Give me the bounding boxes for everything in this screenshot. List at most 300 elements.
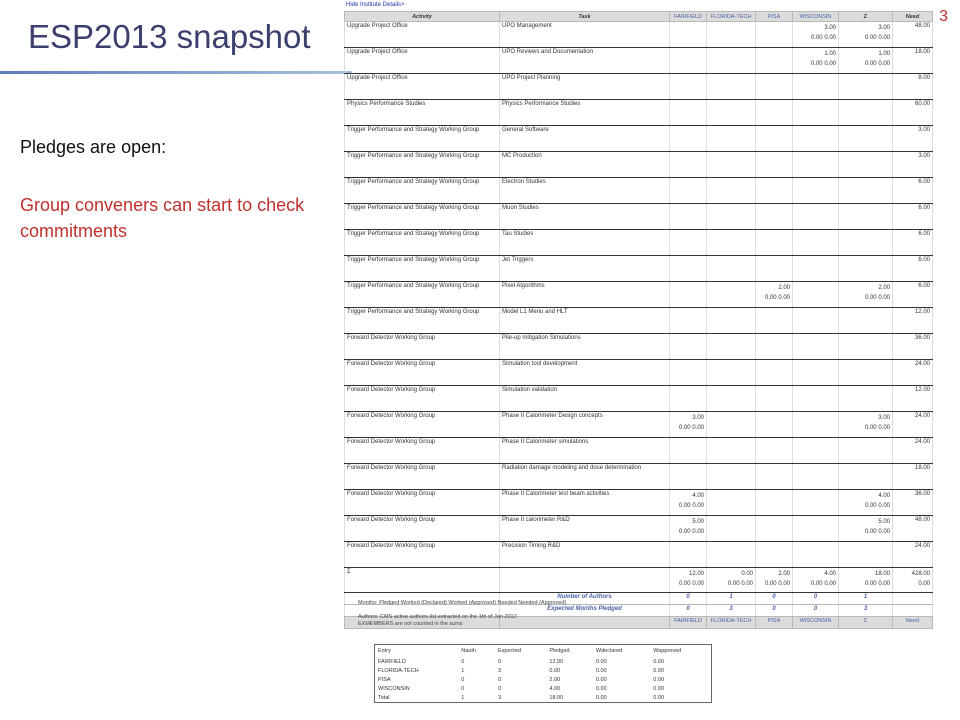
value-cell	[707, 308, 756, 334]
pledges-text: Pledges are open:	[20, 137, 167, 157]
task-cell: Precision Timing R&D	[500, 542, 670, 568]
value-cell	[707, 178, 756, 204]
value-cell	[793, 516, 839, 542]
value-cell	[756, 126, 793, 152]
column-header: Activity	[345, 12, 500, 22]
cell-value: 428.00	[911, 571, 930, 577]
value-cell	[793, 542, 839, 568]
value-cell	[670, 308, 707, 334]
value-cell	[839, 178, 893, 204]
summary-row	[375, 666, 712, 675]
value-cell	[839, 48, 893, 74]
summary-cell: 0.00	[653, 658, 665, 665]
summary-cell: 1	[461, 694, 465, 701]
footer-header: FLORIDA-TECH	[707, 617, 756, 629]
value-cell	[793, 126, 839, 152]
summary-cell: 4.00	[549, 685, 561, 692]
value-cell	[670, 230, 707, 256]
value-cell	[839, 516, 893, 542]
value-cell	[839, 308, 893, 334]
cell-subvalues: 0.00 0.00	[810, 35, 836, 41]
activity-cell: Trigger Performance and Strategy Working Group	[345, 256, 500, 282]
cell-value: 3.00	[824, 25, 836, 31]
task-cell: Model L1 Menu and HLT	[500, 308, 670, 334]
value-cell	[670, 74, 707, 100]
summary-cell: 3	[498, 694, 502, 701]
value-cell	[839, 360, 893, 386]
value-cell	[670, 204, 707, 230]
value-cell	[839, 386, 893, 412]
value-cell	[756, 204, 793, 230]
summary-row	[375, 675, 712, 684]
need-cell: 12.00	[893, 386, 933, 412]
cell-subvalues: 0.00 0.00	[678, 503, 704, 509]
summary-cell: 0	[461, 658, 465, 665]
value-cell	[793, 412, 839, 438]
summary-cell: 12.00	[549, 658, 564, 665]
table-row	[345, 334, 933, 360]
value-cell	[670, 516, 707, 542]
value-cell	[756, 74, 793, 100]
row-value: 0	[756, 593, 793, 605]
summary-cell: 0	[498, 658, 502, 665]
activity-cell: Upgrade Project Office	[345, 48, 500, 74]
task-cell: Phase II Calorimeter simulations	[500, 438, 670, 464]
task-cell: Pile-up mitigation Simulations	[500, 334, 670, 360]
slide-title: ESP2013 snapshot	[28, 18, 311, 55]
need-cell: 60.00	[893, 100, 933, 126]
table-row	[345, 22, 933, 48]
value-cell	[793, 568, 839, 593]
activity-cell: Forward Detector Working Group	[345, 516, 500, 542]
value-cell	[839, 74, 893, 100]
value-cell	[707, 22, 756, 48]
cell-value: 18.00	[874, 571, 890, 577]
value-cell	[670, 48, 707, 74]
value-cell	[839, 438, 893, 464]
task-cell: Jet Triggers	[500, 256, 670, 282]
need-cell: 36.00	[893, 490, 933, 516]
row-value: 0	[793, 593, 839, 605]
activity-cell: Trigger Performance and Strategy Working Group	[345, 308, 500, 334]
activity-cell: Upgrade Project Office	[345, 22, 500, 48]
summary-cell: WISCONSIN	[378, 685, 410, 692]
value-cell	[839, 542, 893, 568]
footer-header: Need	[893, 617, 933, 629]
summary-cell: 0.00	[653, 676, 665, 683]
need-cell: 24.00	[893, 542, 933, 568]
value-cell	[793, 490, 839, 516]
value-cell	[839, 568, 893, 593]
value-cell	[670, 178, 707, 204]
summary-cell: FLORIDA-TECH	[378, 667, 419, 674]
footer-header: FAIRFIELD	[670, 617, 707, 629]
footer-spacer	[500, 617, 670, 629]
need-cell: 6.00	[893, 256, 933, 282]
activity-cell: Trigger Performance and Strategy Working Group	[345, 126, 500, 152]
table-row	[345, 100, 933, 126]
value-cell	[756, 178, 793, 204]
value-cell	[670, 568, 707, 593]
value-cell	[670, 100, 707, 126]
value-cell	[756, 490, 793, 516]
table-row	[345, 308, 933, 334]
summary-cell: 0.00	[653, 694, 665, 701]
cell-value: 0.00	[741, 571, 753, 577]
summary-cell: 0.00	[595, 667, 607, 674]
row-value: 3	[707, 605, 756, 617]
value-cell	[793, 100, 839, 126]
title-underline	[0, 71, 352, 74]
value-cell	[707, 412, 756, 438]
value-cell	[707, 334, 756, 360]
value-cell	[793, 230, 839, 256]
value-cell	[670, 334, 707, 360]
activity-cell: Trigger Performance and Strategy Working Group	[345, 204, 500, 230]
value-cell	[707, 282, 756, 308]
table-row	[345, 48, 933, 74]
row-value: 0	[793, 605, 839, 617]
task-cell: General Software	[500, 126, 670, 152]
value-cell	[793, 438, 839, 464]
authors-note: Authors: CMS active authors list extracted on the 1th of Jan 2012	[358, 614, 517, 620]
need-cell: 18.00	[893, 48, 933, 74]
value-cell	[839, 334, 893, 360]
table-row	[345, 178, 933, 204]
value-cell	[839, 22, 893, 48]
row-value: 1	[839, 593, 893, 605]
activity-cell: Trigger Performance and Strategy Working Group	[345, 230, 500, 256]
activity-cell: Upgrade Project Office	[345, 74, 500, 100]
total-label: Σ	[345, 568, 500, 593]
cell-subvalues: 0.00 0.00	[810, 581, 836, 587]
value-cell	[756, 282, 793, 308]
value-cell	[793, 282, 839, 308]
table-row	[345, 542, 933, 568]
summary-cell: 0.00	[595, 658, 607, 665]
summary-header: Expected	[498, 648, 521, 654]
need-cell: 8.00	[893, 74, 933, 100]
summary-cell: FAIRFIELD	[378, 658, 406, 665]
value-cell	[756, 230, 793, 256]
value-cell	[893, 568, 933, 593]
row-value: 0	[670, 593, 707, 605]
cell-subvalues: 0.00 0.00	[864, 295, 890, 301]
footer-header: WISCONSIN	[793, 617, 839, 629]
value-cell	[707, 74, 756, 100]
need-cell: 24.00	[893, 438, 933, 464]
cell-value: 4.00	[878, 493, 890, 499]
need-cell: 36.00	[893, 334, 933, 360]
cell-value: 5.00	[878, 519, 890, 525]
cell-subvalues: 0.00 0.00	[678, 425, 704, 431]
cell-value: 5.00	[692, 519, 704, 525]
row-label: Expected Months Pledged	[500, 605, 670, 617]
value-cell	[793, 256, 839, 282]
value-cell	[756, 308, 793, 334]
summary-cell: 3	[498, 667, 502, 674]
task-cell: Phase II calorimeter R&D	[500, 516, 670, 542]
table-row	[345, 230, 933, 256]
value-cell	[756, 386, 793, 412]
summary-cell: 0	[461, 685, 465, 692]
summary-header: Pledged	[549, 648, 570, 654]
cell-subvalues: 0.00 0.00	[764, 295, 790, 301]
task-cell: Phase II Calorimeter test beam activities	[500, 490, 670, 516]
table-row	[345, 256, 933, 282]
value-cell	[793, 308, 839, 334]
cell-value: 3.00	[692, 415, 704, 421]
cell-value: 1.00	[878, 51, 890, 57]
value-cell	[670, 542, 707, 568]
need-cell: 3.00	[893, 152, 933, 178]
column-header: WISCONSIN	[793, 12, 839, 22]
value-cell	[756, 438, 793, 464]
summary-cell: 1	[461, 667, 465, 674]
value-cell	[707, 542, 756, 568]
task-cell: UPO Project Planning	[500, 74, 670, 100]
value-cell	[707, 152, 756, 178]
column-header: Need	[893, 12, 933, 22]
value-cell	[839, 152, 893, 178]
summary-cell: Total	[378, 694, 390, 701]
exmembers-note: EXMEMBERS are not counted in the sums	[358, 621, 463, 627]
row-value: 1	[707, 593, 756, 605]
activity-cell: Forward Detector Working Group	[345, 334, 500, 360]
table-row	[345, 438, 933, 464]
value-cell	[793, 178, 839, 204]
row-value: 3	[839, 605, 893, 617]
value-cell	[756, 412, 793, 438]
need-cell: 12.00	[893, 308, 933, 334]
table-row	[345, 464, 933, 490]
cell-subvalues: 0.00 0.00	[864, 503, 890, 509]
cell-value: 4.00	[824, 571, 836, 577]
task-cell: Pixel Algorithms	[500, 282, 670, 308]
table-body	[345, 22, 933, 629]
task-cell: Muon Studies	[500, 204, 670, 230]
summary-table	[374, 644, 712, 703]
need-cell: 6.00	[893, 230, 933, 256]
value-cell	[839, 230, 893, 256]
row-spacer	[893, 593, 933, 605]
row-spacer	[893, 605, 933, 617]
task-cell: Simulation validation	[500, 386, 670, 412]
task-cell: UPO Reviews and Documentation	[500, 48, 670, 74]
cell-value: 3.00	[878, 415, 890, 421]
value-cell	[707, 568, 756, 593]
conveners-text: Group conveners can start to check commitments	[20, 195, 305, 241]
summary-header: Wdeclared	[595, 648, 623, 654]
activity-cell: Trigger Performance and Strategy Working Group	[345, 178, 500, 204]
value-cell	[707, 230, 756, 256]
cell-value: 4.00	[692, 493, 704, 499]
column-header: Task	[500, 12, 670, 22]
summary-cell: 0.00	[653, 667, 665, 674]
cell-subvalues: 0.00 0.00	[678, 529, 704, 535]
table-row	[345, 360, 933, 386]
footer-header: PISA	[756, 617, 793, 629]
value-cell	[670, 360, 707, 386]
page-number: 3	[939, 8, 948, 25]
row-label: Number of Authors	[500, 593, 670, 605]
activity-cell: Forward Detector Working Group	[345, 490, 500, 516]
activity-cell: Trigger Performance and Strategy Working Group	[345, 152, 500, 178]
column-header: FAIRFIELD	[670, 12, 707, 22]
column-header: PISA	[756, 12, 793, 22]
need-cell: 24.00	[893, 360, 933, 386]
task-cell: Physics Performance Studies	[500, 100, 670, 126]
task-cell: MC Production	[500, 152, 670, 178]
value-cell	[707, 516, 756, 542]
table-row	[345, 126, 933, 152]
value-cell	[756, 542, 793, 568]
table-row	[345, 412, 933, 438]
value-cell	[707, 256, 756, 282]
cell-subvalues: 0.00 0.00	[864, 581, 890, 587]
value-cell	[756, 256, 793, 282]
cell-subvalues: 0.00 0.00	[864, 61, 890, 67]
value-cell	[839, 412, 893, 438]
table-row	[345, 74, 933, 100]
cell-value: 3.00	[878, 25, 890, 31]
value-cell	[839, 490, 893, 516]
summary-cell: PISA	[378, 676, 391, 683]
cell-value: 2.00	[778, 571, 790, 577]
cell-subvalues: 0.00 0.00	[864, 425, 890, 431]
value-cell	[756, 48, 793, 74]
value-cell	[793, 48, 839, 74]
value-cell	[839, 100, 893, 126]
column-header: FLORIDA-TECH	[707, 12, 756, 22]
value-cell	[756, 22, 793, 48]
cell-subvalues: 0.00 0.00	[864, 529, 890, 535]
cell-subvalues: 0.00 0.00	[864, 35, 890, 41]
value-cell	[839, 464, 893, 490]
task-cell: UPO Management	[500, 22, 670, 48]
value-cell	[756, 568, 793, 593]
value-cell	[839, 126, 893, 152]
activity-cell: Forward Detector Working Group	[345, 412, 500, 438]
need-cell: 3.00	[893, 126, 933, 152]
summary-cell: 18.00	[549, 694, 564, 701]
value-cell	[670, 412, 707, 438]
summary-cell: 0	[461, 676, 465, 683]
task-cell: Simulation tool development	[500, 360, 670, 386]
value-cell	[670, 386, 707, 412]
summary-cell: 2.00	[549, 676, 561, 683]
summary-header: Nauth	[461, 648, 476, 654]
value-cell	[839, 256, 893, 282]
value-cell	[793, 464, 839, 490]
value-cell	[793, 204, 839, 230]
need-cell: 24.00	[893, 412, 933, 438]
table-row	[345, 386, 933, 412]
column-header: Σ	[839, 12, 893, 22]
value-cell	[756, 100, 793, 126]
value-cell	[707, 100, 756, 126]
summary-header: Entry	[378, 648, 391, 654]
activity-cell: Forward Detector Working Group	[345, 438, 500, 464]
value-cell	[839, 282, 893, 308]
value-cell	[670, 22, 707, 48]
task-cell: Radiation damage modeling and dose determination	[500, 464, 670, 490]
cell-subvalues: 0.00	[918, 581, 930, 587]
pledge-table	[344, 11, 933, 629]
value-cell	[707, 360, 756, 386]
summary-cell: 0	[498, 676, 502, 683]
need-cell: 18.00	[893, 464, 933, 490]
value-cell	[756, 334, 793, 360]
value-cell	[756, 360, 793, 386]
value-cell	[793, 386, 839, 412]
summary-body	[375, 657, 712, 703]
task-cell: Electron Studies	[500, 178, 670, 204]
summary-header: Wapproved	[653, 648, 682, 654]
value-cell	[670, 490, 707, 516]
value-cell	[707, 464, 756, 490]
value-cell	[793, 152, 839, 178]
header-row	[345, 12, 933, 22]
need-cell: 6.00	[893, 178, 933, 204]
table-row	[345, 516, 933, 542]
summary-row	[375, 657, 712, 666]
total-row	[345, 568, 933, 593]
value-cell	[670, 464, 707, 490]
value-cell	[756, 152, 793, 178]
row-value: 0	[756, 605, 793, 617]
activity-cell: Trigger Performance and Strategy Working Group	[345, 282, 500, 308]
summary-row	[375, 693, 712, 703]
value-cell	[707, 126, 756, 152]
summary-row	[375, 684, 712, 693]
table-row	[345, 152, 933, 178]
summary-cell: 0.00	[595, 685, 607, 692]
need-cell: 48.00	[893, 516, 933, 542]
value-cell	[707, 204, 756, 230]
cell-value: 2.00	[778, 285, 790, 291]
hide-institute-details-link[interactable]: Hide Institute Details>	[346, 2, 405, 8]
need-cell: 6.00	[893, 204, 933, 230]
row-value: 0	[670, 605, 707, 617]
value-cell	[670, 152, 707, 178]
value-cell	[793, 74, 839, 100]
table-row	[345, 490, 933, 516]
activity-cell: Forward Detector Working Group	[345, 386, 500, 412]
activity-cell: Physics Performance Studies	[345, 100, 500, 126]
summary-cell: 0.00	[595, 676, 607, 683]
table-row	[345, 282, 933, 308]
summary-cell: 0	[498, 685, 502, 692]
value-cell	[670, 256, 707, 282]
need-cell: 6.00	[893, 282, 933, 308]
value-cell	[670, 282, 707, 308]
task-cell: Phase II Calorimeter Design concepts	[500, 412, 670, 438]
cell-subvalues: 0.00 0.00	[764, 581, 790, 587]
value-cell	[707, 490, 756, 516]
summary-header-row	[375, 645, 712, 658]
value-cell	[793, 360, 839, 386]
cell-value: 1.00	[824, 51, 836, 57]
task-cell: Tau Studies	[500, 230, 670, 256]
value-cell	[756, 516, 793, 542]
activity-cell: Forward Detector Working Group	[345, 542, 500, 568]
value-cell	[670, 438, 707, 464]
summary-cell: 0.00	[595, 694, 607, 701]
value-cell	[793, 334, 839, 360]
cell-value: 2.00	[878, 285, 890, 291]
total-spacer	[500, 568, 670, 593]
